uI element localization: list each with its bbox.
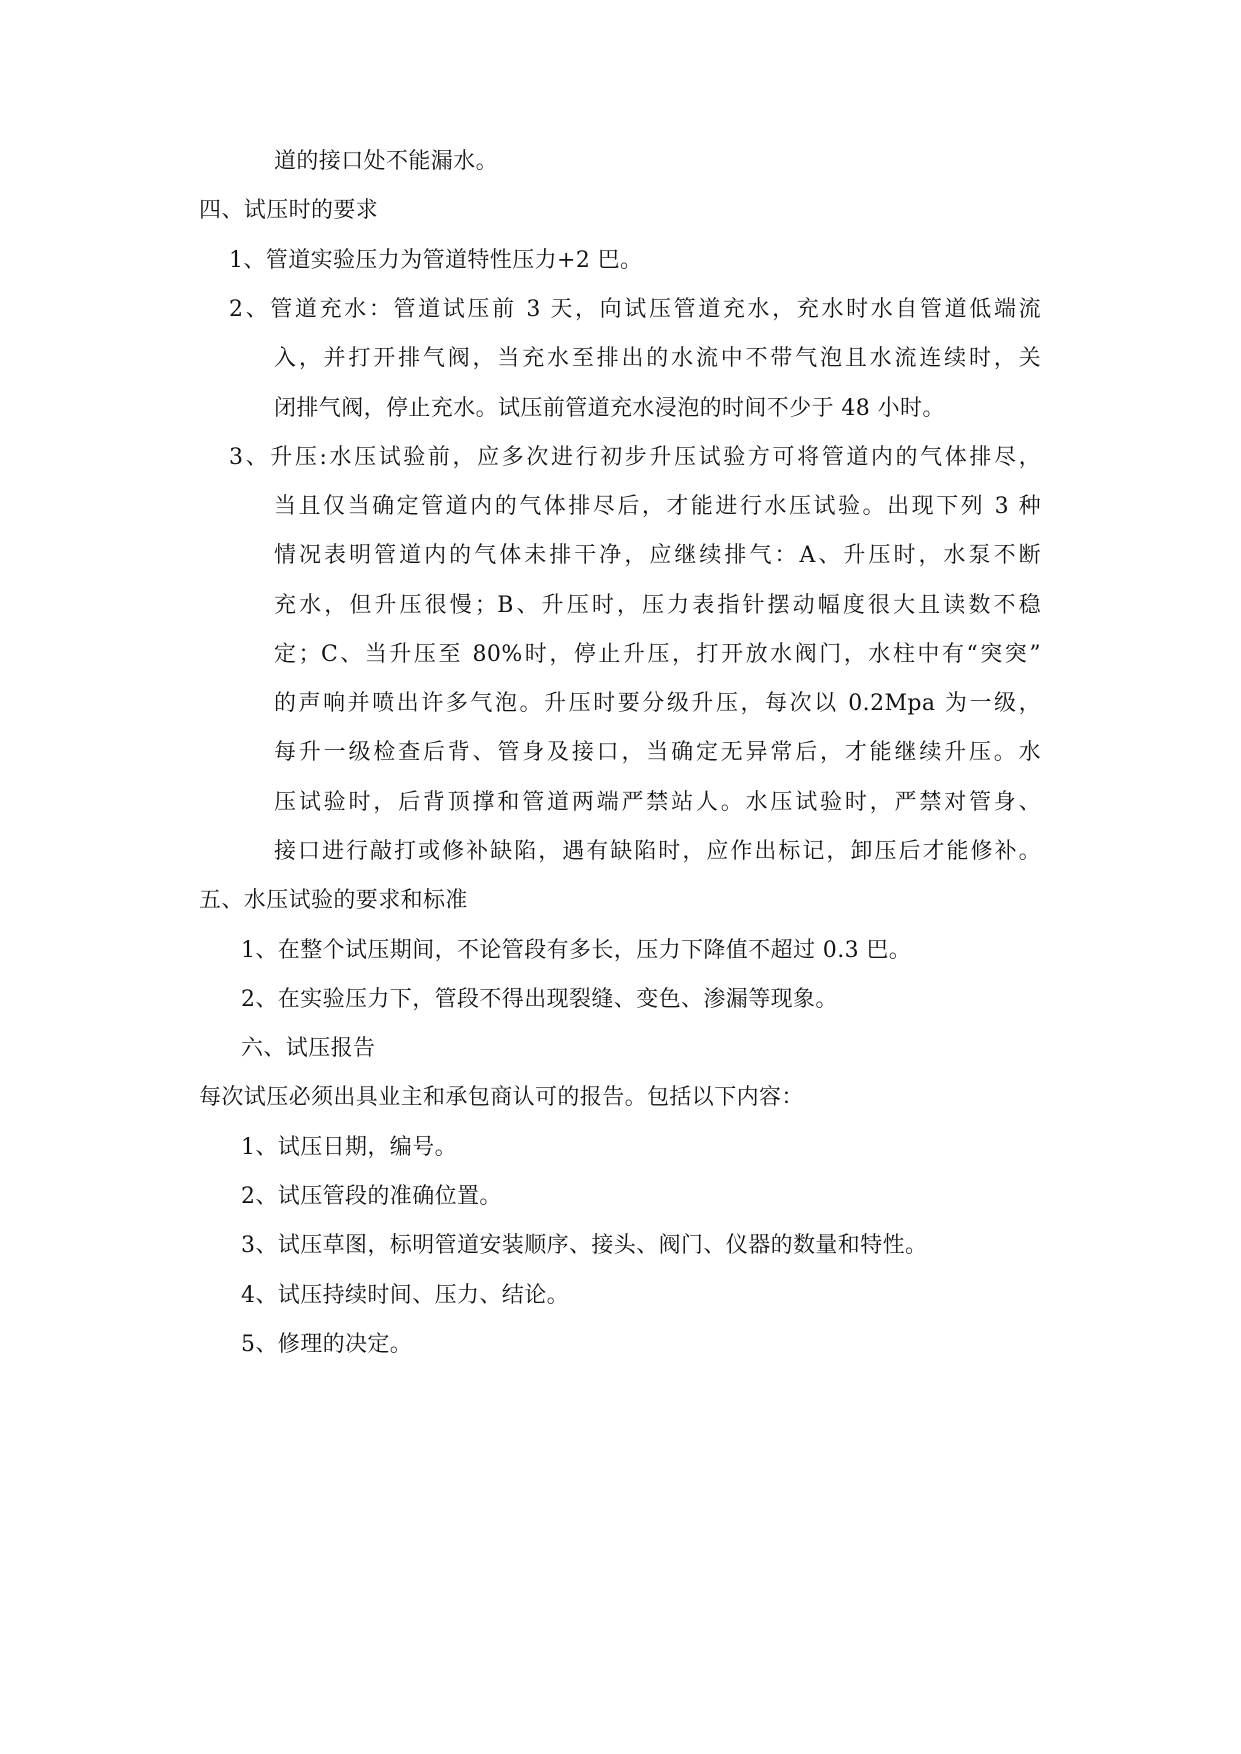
list-item-5-2: 2、在实验压力下，管段不得出现裂缝、变色、渗漏等现象。: [241, 987, 838, 1012]
body-text-line: 当且仅当确定管道内的气体排尽后，才能进行水压试验。出现下列 3 种: [274, 494, 1041, 519]
list-item-6-5: 5、修理的决定。: [241, 1332, 413, 1357]
section-heading-4: 四、试压时的要求: [199, 198, 379, 223]
body-text-line: 的声响并喷出许多气泡。升压时要分级升压，每次以 0.2Mpa 为一级，: [274, 691, 1041, 716]
list-item-6-4: 4、试压持续时间、压力、结论。: [241, 1283, 569, 1308]
body-text-line: 道的接口处不能漏水。: [274, 149, 499, 174]
section-heading-5: 五、水压试验的要求和标准: [199, 888, 468, 913]
body-text-line: 每次试压必须出具业主和承包商认可的报告。包括以下内容：: [199, 1085, 804, 1110]
section-heading-6: 六、试压报告: [241, 1036, 376, 1061]
body-text-line: 定；C、当升压至 80%时，停止升压，打开放水阀门，水柱中有“突突”: [274, 642, 1041, 667]
body-text-line: 入，并打开排气阀，当充水至排出的水流中不带气泡且水流连续时，关: [274, 346, 1041, 371]
list-item-6-1: 1、试压日期，编号。: [241, 1135, 457, 1160]
list-item-4-3: 3、升压:水压试验前，应多次进行初步升压试验方可将管道内的气体排尽，: [229, 445, 1041, 470]
body-text-line: 充水，但升压很慢；B、升压时，压力表指针摆动幅度很大且读数不稳: [274, 593, 1041, 618]
list-item-5-1: 1、在整个试压期间，不论管段有多长，压力下降值不超过 0.3 巴。: [241, 938, 912, 963]
list-item-4-1: 1、管道实验压力为管道特性压力+2 巴。: [229, 248, 643, 273]
body-text-line: 闭排气阀，停止充水。试压前管道充水浸泡的时间不少于 48 小时。: [274, 396, 945, 421]
body-text-line: 每升一级检查后背、管身及接口，当确定无异常后，才能继续升压。水: [274, 740, 1041, 765]
list-item-4-2: 2、管道充水：管道试压前 3 天，向试压管道充水，充水时水自管道低端流: [229, 297, 1041, 322]
body-text-line: 情况表明管道内的气体未排干净，应继续排气：A、升压时，水泵不断: [274, 543, 1041, 568]
body-text-line: 压试验时，后背顶撑和管道两端严禁站人。水压试验时，严禁对管身、: [274, 790, 1041, 815]
list-item-6-2: 2、试压管段的准确位置。: [241, 1184, 502, 1209]
body-text-line: 接口进行敲打或修补缺陷，遇有缺陷时，应作出标记，卸压后才能修补。: [274, 839, 1041, 864]
list-item-6-3: 3、试压草图，标明管道安装顺序、接头、阀门、仪器的数量和特性。: [241, 1233, 928, 1258]
